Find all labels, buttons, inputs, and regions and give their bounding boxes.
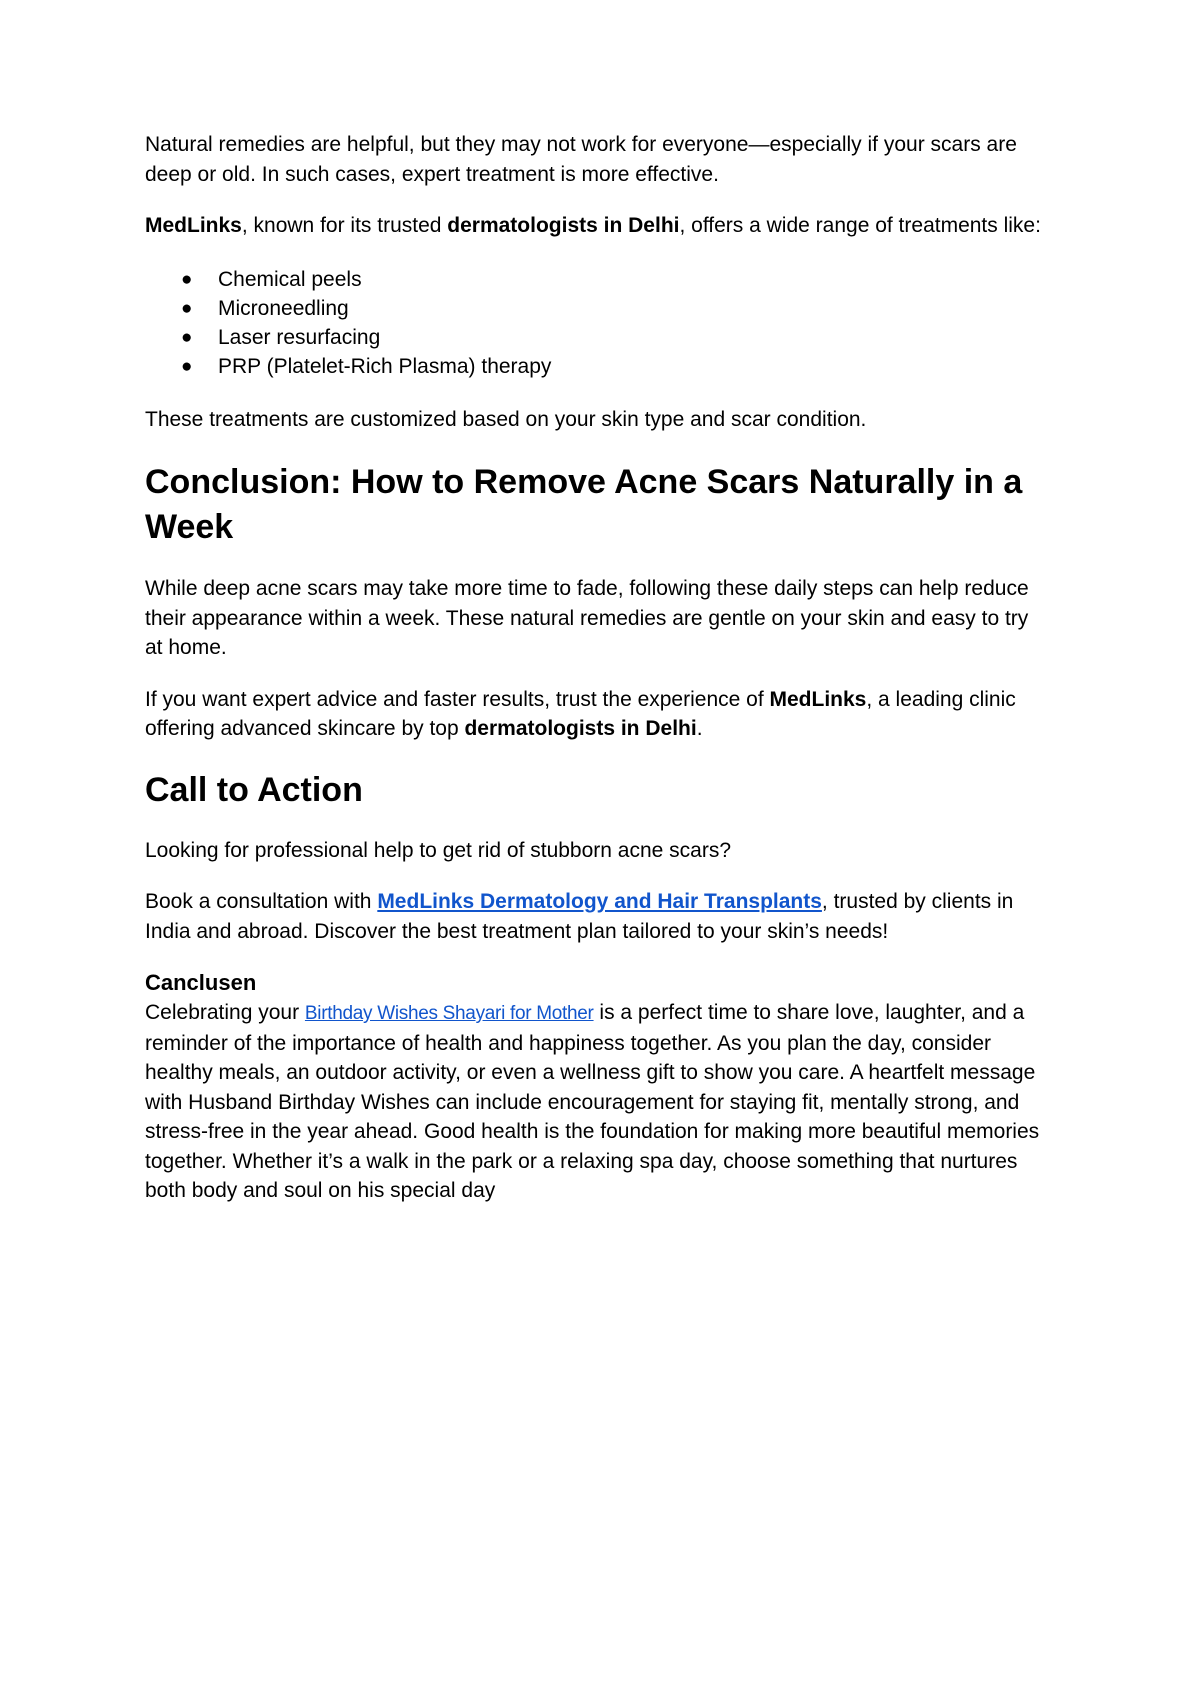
medlinks-dermatology-link[interactable]: MedLinks Dermatology and Hair Transplants bbox=[377, 890, 822, 914]
conclusion-p2-text-3: . bbox=[696, 717, 703, 741]
bullet-icon: ● bbox=[181, 268, 193, 290]
list-item-label: Microneedling bbox=[218, 296, 349, 320]
cta-p2-text-2: , trusted by clients in India and abroad. Discover the best treatment plan tailored to your skin’s needs! bbox=[145, 890, 1014, 943]
bullet-icon: ● bbox=[181, 356, 193, 378]
list-item-label: Chemical peels bbox=[218, 267, 362, 291]
canclusen-paragraph bbox=[145, 998, 1050, 1206]
conclusion-p2-text-2: , a leading clinic offering advanced skincare by top bbox=[145, 687, 1016, 741]
list-item bbox=[145, 265, 1050, 294]
dermatologists-bold: dermatologists in Delhi bbox=[447, 214, 680, 237]
conclusion-p2-text-1: If you want expert advice and faster results, trust the experience of bbox=[145, 687, 770, 711]
intro-paragraph-2 bbox=[145, 211, 1050, 241]
dermatologists-bold: dermatologists in Delhi bbox=[464, 717, 697, 741]
intro-paragraph-1: Natural remedies are helpful, but they may not work for everyone—especially if your scars are deep or old. In such cases, expert treatment is more effective. bbox=[145, 133, 1017, 186]
medlinks-bold: MedLinks bbox=[769, 687, 867, 711]
intro-paragraph-3: These treatments are customized based on your skin type and scar condition. bbox=[145, 407, 867, 431]
conclusion-paragraph-1: While deep acne scars may take more time to fade, following these daily steps can help reduce their appearance within a week. These natural remedies are gentle on your skin and easy to try at home. bbox=[145, 577, 1029, 660]
canclusen-text-1: Celebrating your bbox=[145, 1001, 305, 1025]
cta-paragraph-1: Looking for professional help to get rid of stubborn acne scars? bbox=[145, 838, 732, 862]
birthday-wishes-link[interactable]: Birthday Wishes Shayari for Mother bbox=[304, 1003, 594, 1025]
list-item bbox=[145, 294, 1050, 323]
list-item-label: Laser resurfacing bbox=[218, 326, 381, 350]
bullet-icon: ● bbox=[181, 327, 193, 349]
conclusion-heading: Conclusion: How to Remove Acne Scars Naturally in a Week bbox=[145, 463, 1023, 547]
bullet-icon: ● bbox=[181, 297, 193, 319]
list-item bbox=[145, 352, 1050, 381]
list-item-label: PRP (Platelet-Rich Plasma) therapy bbox=[218, 355, 552, 379]
canclusen-heading: Canclusen bbox=[145, 970, 257, 996]
list-item bbox=[145, 323, 1050, 352]
cta-heading: Call to Action bbox=[145, 770, 363, 809]
document-page bbox=[145, 130, 1050, 1206]
medlinks-bold: MedLinks bbox=[145, 214, 242, 237]
canclusen-text-2: is a perfect time to share love, laughter, and a reminder of the importance of health and happiness together. As you plan the day, consider healthy meals, an outdoor activity, or even a wellness gift to show you care. A heartfelt message with Husband Birthday Wishes can include encouragement for staying fit, mentally strong, and stress-free in the year ahead. Good health is the foundation for making more beautiful memories together. Whether it’s a walk in the park or a relaxing spa day, choose something that nurtures both body and soul on his special day bbox=[145, 1001, 1040, 1203]
conclusion-paragraph-2 bbox=[145, 685, 1050, 744]
cta-paragraph-2 bbox=[145, 887, 1050, 946]
intro-p2-text-1: , known for its trusted bbox=[241, 214, 448, 237]
intro-p2-text-2: , offers a wide range of treatments like: bbox=[679, 214, 1041, 237]
treatments-list bbox=[145, 265, 1050, 382]
cta-p2-text-1: Book a consultation with bbox=[145, 890, 378, 914]
